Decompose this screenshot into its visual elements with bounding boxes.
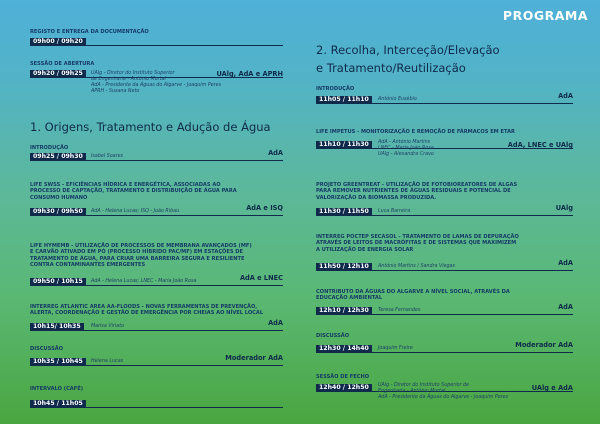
opening-session-block — [30, 61, 283, 94]
item-tag: AdA — [268, 319, 283, 327]
item-label: INTERREG ATLANTIC AREA AA-FLOODS - NOVAS FERRAMENTAS DE PREVENÇÃO, — [30, 304, 258, 310]
item-label: INTRODUÇÃO — [30, 145, 69, 151]
item-label: CONTRIBUTO DA ÁGUAS DO ALGARVE A NÍVEL SOCIAL, ATRAVÉS DA — [316, 289, 510, 295]
item-label: LIFE IMPETUS - MONITORIZAÇÃO E REMOÇÃO DE FÁRMACOS EM ETAR — [316, 129, 515, 135]
item-time: 12h10 / 12h30 — [316, 307, 372, 315]
item-tag: UAlg — [555, 204, 573, 212]
agenda-item — [30, 145, 283, 160]
item-time: 11h05 / 11h10 — [316, 96, 372, 104]
item-label: INTERREG POCTEP SECASOL - TRATAMENTO DE LAMAS DE DEPURAÇÃO — [316, 234, 519, 240]
item-label: DISCUSSÃO — [30, 346, 64, 352]
section-1-title: 1. Origens, Tratamento e Adução de Água — [30, 120, 271, 134]
item-time: 12h40 / 12h50 — [316, 384, 372, 392]
item-tag: Moderador AdA — [515, 341, 573, 349]
item-tag: AdA e ISQ — [246, 204, 283, 212]
item-bar — [30, 274, 283, 286]
section-2-title: 2. Recolha, Interceção/Elevação e Tratamento/Reutilização — [316, 43, 500, 75]
agenda-item — [30, 346, 283, 365]
item-speakers: AdA - António Martins LNEC - Maria João Rosa UAlg - Alexandra Cravo — [378, 140, 434, 157]
opening-session-speakers: UAlg - Diretor do Instituto Superior de Engenharia - António Mortal AdA - Presidente da Águas do Algarve - Joaquim Peres APRH - Susana Neto — [91, 71, 222, 94]
agenda-item — [30, 182, 283, 215]
opening-session-label: SESSÃO DE ABERTURA — [30, 61, 95, 67]
agenda-item — [316, 234, 573, 270]
item-label: TRATAMENTO DE ÁGUA, PARA CRIAR UMA BARREIRA SEGURA E RESILIENTE — [30, 255, 245, 262]
item-tag: AdA, LNEC e UAlg — [507, 141, 573, 149]
item-bar — [316, 92, 573, 104]
item-label: INTERVALO (CAFÉ) — [30, 386, 84, 392]
item-tag: UAlg e AdA — [531, 384, 573, 392]
agenda-item — [316, 86, 573, 103]
item-time: 11h30 / 11h50 — [316, 208, 372, 216]
opening-session-time: 09h20 / 09h25 — [30, 70, 86, 78]
agenda-item — [316, 129, 573, 157]
item-speaker: Teresa Fernandes — [378, 308, 421, 313]
item-speaker: António Eusébio — [378, 97, 417, 102]
item-speaker: António Martins / Sandra Viegas — [378, 264, 455, 269]
item-bar — [30, 400, 283, 408]
item-speaker: AdA - Helena Lucas; ISQ - João Ribau — [91, 209, 180, 214]
item-time: 11h10 / 11h30 — [316, 141, 372, 149]
agenda-item — [30, 243, 283, 285]
item-time: 10h35 / 10h45 — [30, 358, 86, 366]
item-label: CONSUMO HUMANO — [30, 194, 88, 201]
item-tag: AdA — [558, 92, 573, 100]
item-speaker: Isabel Soares — [91, 154, 124, 159]
item-label: SESSÃO DE FECHO — [316, 374, 370, 380]
item-tag: AdA — [558, 259, 573, 267]
agenda-item — [316, 374, 573, 400]
item-time: 11h50 / 12h10 — [316, 263, 372, 271]
registration-bar — [30, 38, 283, 46]
item-bar — [30, 354, 283, 366]
item-label: INTRODUÇÃO — [316, 86, 355, 92]
item-tag: AdA — [268, 149, 283, 157]
item-label: CONTRA CONTAMINANTES EMERGENTES — [30, 261, 146, 268]
item-label: EDUCAÇÃO AMBIENTAL — [316, 295, 383, 302]
item-speaker: AdA - Helena Lucas; LNEC - Maria João Rosa — [91, 279, 197, 284]
item-label: ALERTA, COORDENAÇÃO E GESTÃO DE EMERGÊNCIA POR CHEIAS AO NÍVEL LOCAL — [30, 310, 264, 317]
agenda-item — [30, 304, 283, 330]
item-speaker: Marisa Viriato — [91, 324, 125, 329]
item-label: LIFE SWSS - EFICIÊNCIAS HÍDRICA E ENERGÉTICA, ASSOCIADAS AO — [30, 182, 221, 188]
item-time: 09h50 / 10h15 — [30, 278, 86, 286]
item-speaker: Joaquim Freire — [378, 346, 413, 351]
item-label: PROCESSO DE CAPTAÇÃO, TRATAMENTO E DISTRIBUIÇÃO DE ÁGUA PARA — [30, 188, 237, 195]
agenda-item — [316, 182, 573, 215]
item-time: 09h25 / 09h30 — [30, 153, 86, 161]
registration-time: 09h00 / 09h20 — [30, 38, 86, 46]
item-bar — [316, 341, 573, 353]
registration-label: REGISTO E ENTREGA DA DOCUMENTAÇÃO — [30, 29, 149, 35]
item-bar — [30, 204, 283, 216]
program-title: PROGRAMA — [502, 8, 588, 23]
registration-block — [30, 29, 283, 45]
item-label: ATRAVÉS DE LEITOS DE MACRÓFITAS E DE SISTEMAS QUE MAXIMIZEM — [316, 240, 517, 247]
item-label: PARA REMOVER NUTRIENTES DE ÁGUAS RESIDUAIS E POTENCIAL DE — [316, 188, 511, 195]
item-speakers: UAlg - Diretor do Instituto Superior de Engenharia - António Mortal AdA - Presidente da Águas do Algarve - Joaquim Peres — [378, 383, 509, 400]
item-time: 10h45 / 11h05 — [30, 400, 86, 408]
agenda-item — [316, 289, 573, 314]
item-bar — [316, 303, 573, 315]
item-speaker: Helena Lucas — [91, 359, 124, 364]
opening-session-tag: UAlg, AdA e APRH — [216, 70, 283, 78]
item-time: 09h30 / 09h50 — [30, 208, 86, 216]
item-label: E CARVÃO ATIVADO EM PÓ (PROCESSO HÍBRIDO PAC/MF) EM ESTAÇÕES DE — [30, 249, 244, 256]
item-bar — [316, 141, 573, 149]
item-tag: Moderador AdA — [225, 354, 283, 362]
item-label: DISCUSSÃO — [316, 333, 350, 339]
item-label: PROJETO GREENTREAT - UTILIZAÇÃO DE FOTOBIOREATORES DE ALGAS — [316, 182, 518, 188]
item-time: 10h15/ 10h35 — [30, 323, 84, 331]
item-label: VALORIZAÇÃO DA BIOMASSA PRODUZIDA. — [316, 194, 437, 201]
item-bar — [30, 319, 283, 331]
item-bar — [30, 149, 283, 161]
agenda-item — [316, 333, 573, 352]
item-label: LIFE HYMEMB - UTILIZAÇÃO DE PROCESSOS DE MEMBRANA AVANÇADOS (MF) — [30, 243, 252, 249]
item-bar — [316, 259, 573, 271]
item-label: A UTILIZAÇÃO DE ENERGIA SOLAR — [316, 246, 414, 253]
item-bar — [316, 204, 573, 216]
item-tag: AdA e LNEC — [239, 274, 283, 282]
item-tag: AdA — [558, 303, 573, 311]
item-time: 12h30 / 14h40 — [316, 345, 372, 353]
agenda-item — [30, 386, 283, 407]
item-speaker: Luca Barreira — [378, 209, 411, 214]
